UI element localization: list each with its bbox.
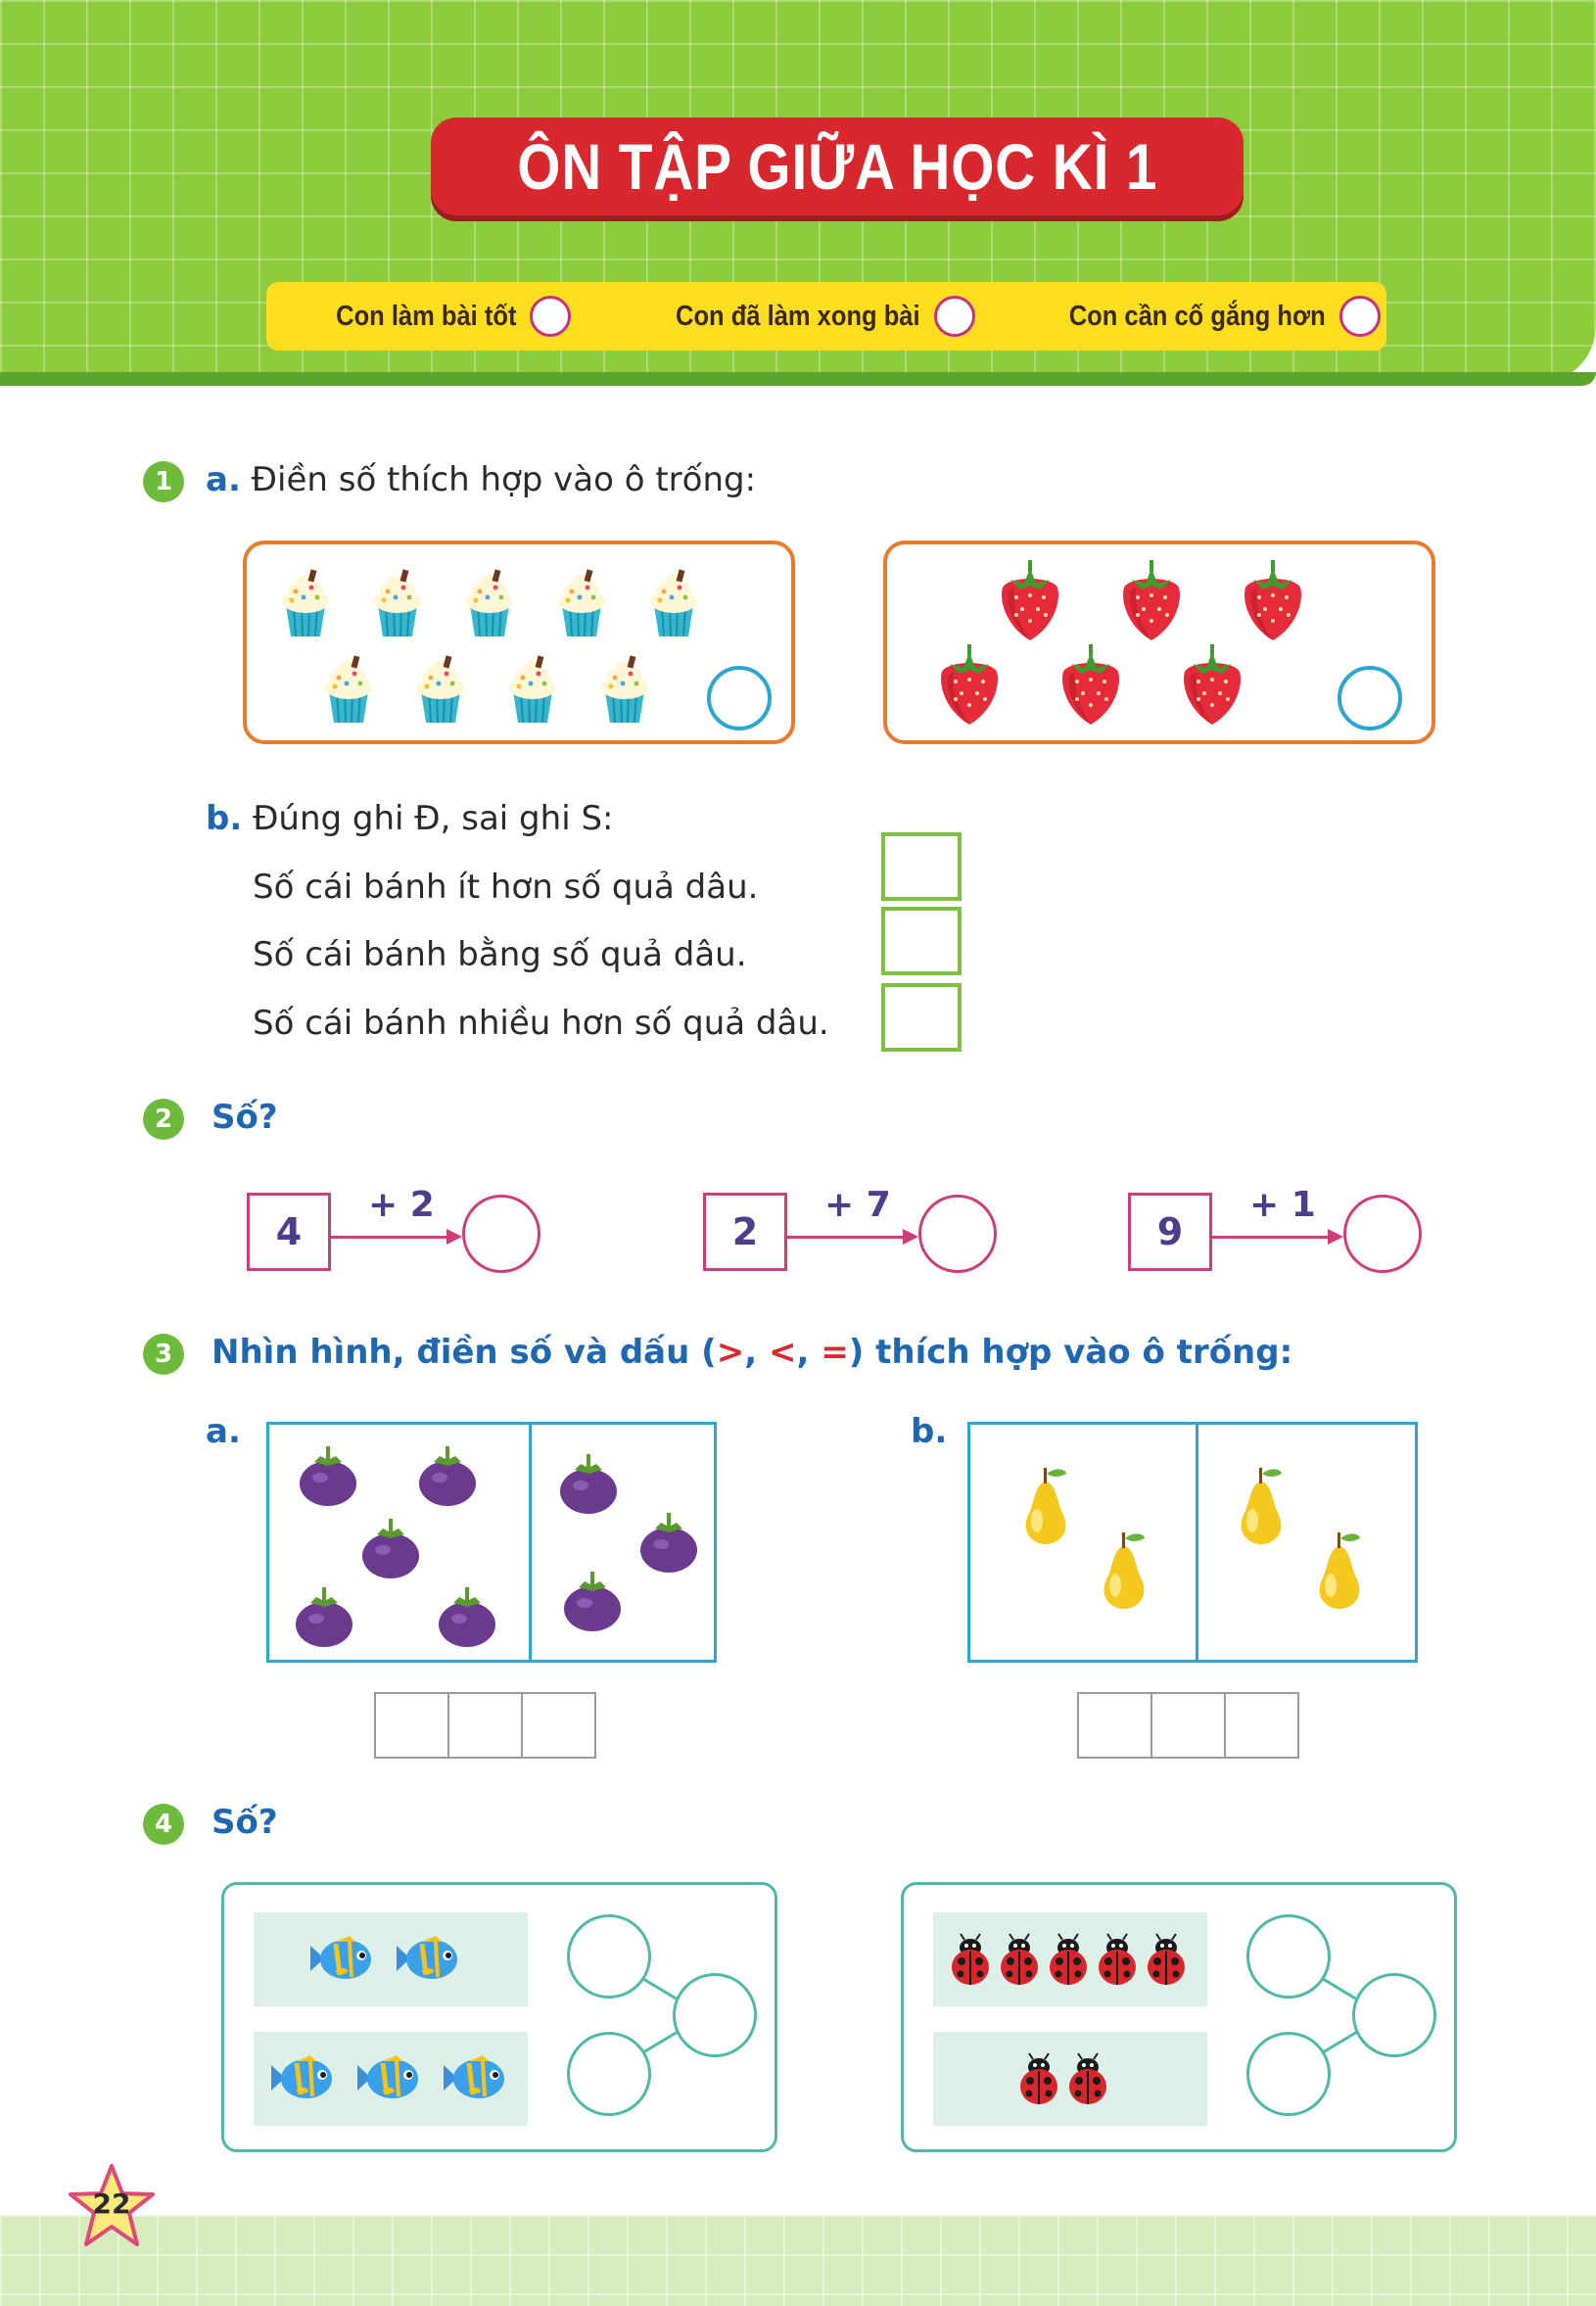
fish-strip-top bbox=[254, 1912, 528, 2006]
statement-2-answer-box[interactable] bbox=[881, 907, 962, 975]
statement-2: Số cái bánh bằng số quả dâu. bbox=[253, 935, 747, 974]
cupcake-icon bbox=[644, 568, 703, 638]
page-title: ÔN TẬP GIỮA HỌC KÌ 1 bbox=[516, 130, 1158, 203]
sign-equal: = bbox=[821, 1333, 849, 1372]
arrow-head-icon bbox=[1328, 1229, 1343, 1245]
cupcake-icon bbox=[552, 568, 611, 638]
ladybug-icon bbox=[998, 1932, 1041, 1987]
cupcake-icon bbox=[368, 568, 427, 638]
ladybug-icon bbox=[1047, 1932, 1090, 1987]
question-1a-prompt bbox=[206, 460, 756, 499]
cupcake-icon bbox=[411, 654, 470, 725]
strawberry-frame bbox=[883, 541, 1435, 744]
answer-slot[interactable] bbox=[521, 1692, 596, 1759]
compare-divider bbox=[1196, 1425, 1198, 1660]
q2-result-circle[interactable] bbox=[462, 1195, 540, 1273]
strawberry-count-answer[interactable] bbox=[1338, 666, 1402, 730]
q2-arrow bbox=[787, 1236, 907, 1239]
statement-1-answer-box[interactable] bbox=[881, 832, 962, 901]
ladybug-icon bbox=[1017, 2051, 1060, 2106]
answer-slot[interactable] bbox=[447, 1692, 523, 1759]
header-edge bbox=[0, 372, 1596, 386]
q2-result-circle[interactable] bbox=[1343, 1195, 1422, 1273]
statement-3: Số cái bánh nhiều hơn số quả dâu. bbox=[253, 1004, 829, 1043]
separator: , bbox=[744, 1333, 769, 1372]
pear-icon bbox=[1229, 1462, 1293, 1546]
fish-icon bbox=[353, 2051, 426, 2104]
rating-try-harder bbox=[1034, 282, 1381, 351]
ladybug-icon bbox=[1066, 2051, 1109, 2106]
pear-icon bbox=[1307, 1527, 1372, 1611]
q2-arrow bbox=[331, 1236, 450, 1239]
answer-slot[interactable] bbox=[1077, 1692, 1152, 1759]
rating-done bbox=[642, 282, 975, 351]
ladybug-icon bbox=[1096, 1932, 1139, 1987]
mangosteen-compare-box bbox=[266, 1422, 717, 1663]
compare-divider bbox=[529, 1425, 532, 1660]
cupcake-icon bbox=[319, 654, 378, 725]
bond-part-circle[interactable] bbox=[567, 2032, 651, 2116]
question-1b-label: b. bbox=[206, 799, 243, 838]
q2-operation: + 2 bbox=[368, 1185, 435, 1225]
mangosteen-icon bbox=[637, 1509, 700, 1574]
strawberry-icon bbox=[1116, 558, 1187, 642]
rating-try-harder-checkbox[interactable] bbox=[1339, 296, 1381, 337]
question-1b-prompt bbox=[206, 799, 613, 838]
cupcake-icon bbox=[276, 568, 335, 638]
question-3-number: 3 bbox=[143, 1334, 184, 1375]
bond-whole-circle[interactable] bbox=[673, 1973, 757, 2057]
question-1-number: 1 bbox=[143, 461, 184, 502]
bond-part-circle[interactable] bbox=[1246, 2032, 1331, 2116]
q2-arrow bbox=[1212, 1236, 1332, 1239]
answer-slot[interactable] bbox=[374, 1692, 449, 1759]
sign-greater: > bbox=[716, 1333, 745, 1372]
question-3a-label: a. bbox=[206, 1412, 241, 1451]
mangosteen-icon bbox=[561, 1568, 624, 1632]
strawberry-icon bbox=[995, 558, 1065, 642]
strawberry-icon bbox=[934, 642, 1005, 727]
question-3-text-after: ) thích hợp vào ô trống: bbox=[848, 1333, 1293, 1372]
cupcake-count-answer[interactable] bbox=[707, 666, 772, 730]
fish-icon bbox=[267, 2051, 340, 2104]
ladybug-number-bond-frame bbox=[901, 1882, 1457, 2152]
strawberry-icon bbox=[1238, 558, 1308, 642]
q2-start-number: 4 bbox=[247, 1193, 331, 1271]
q2-result-circle[interactable] bbox=[918, 1195, 997, 1273]
q2-start-number: 9 bbox=[1128, 1193, 1212, 1271]
rating-good bbox=[311, 282, 571, 351]
q2-operation: + 7 bbox=[824, 1185, 891, 1225]
bond-part-circle[interactable] bbox=[567, 1914, 651, 1999]
strawberry-icon bbox=[1177, 642, 1247, 727]
mangosteen-icon bbox=[557, 1450, 620, 1515]
cupcake-icon bbox=[460, 568, 519, 638]
question-3-prompt bbox=[211, 1333, 1292, 1372]
question-2-number: 2 bbox=[143, 1099, 184, 1140]
rating-good-checkbox[interactable] bbox=[530, 296, 571, 337]
cupcake-icon bbox=[503, 654, 562, 725]
answer-slot[interactable] bbox=[1224, 1692, 1299, 1759]
rating-good-label: Con làm bài tốt bbox=[336, 300, 517, 332]
statement-1: Số cái bánh ít hơn số quả dâu. bbox=[253, 868, 759, 907]
question-2-prompt: Số? bbox=[211, 1098, 278, 1137]
bond-whole-circle[interactable] bbox=[1352, 1973, 1436, 2057]
rating-try-harder-label: Con cần cố gắng hơn bbox=[1068, 300, 1326, 332]
fish-icon bbox=[306, 1932, 379, 1985]
fish-icon bbox=[393, 1932, 465, 1985]
fish-number-bond-frame bbox=[221, 1882, 777, 2152]
q2-operation: + 1 bbox=[1249, 1185, 1316, 1225]
bond-part-circle[interactable] bbox=[1246, 1914, 1331, 1999]
q3a-answer-slots bbox=[374, 1692, 596, 1759]
sign-less: < bbox=[768, 1333, 797, 1372]
pear-icon bbox=[1092, 1527, 1156, 1611]
pear-compare-box bbox=[967, 1422, 1418, 1663]
ladybug-strip-bottom bbox=[933, 2032, 1207, 2126]
strawberry-icon bbox=[1056, 642, 1126, 727]
question-4-prompt: Số? bbox=[211, 1803, 278, 1842]
mangosteen-icon bbox=[359, 1515, 422, 1579]
question-1b-text: Đúng ghi Đ, sai ghi S: bbox=[253, 799, 614, 838]
mangosteen-icon bbox=[297, 1442, 359, 1507]
mangosteen-icon bbox=[436, 1583, 498, 1648]
fish-strip-bottom bbox=[254, 2032, 528, 2126]
rating-done-label: Con đã làm xong bài bbox=[676, 300, 920, 332]
mangosteen-icon bbox=[416, 1442, 479, 1507]
q2-start-number: 2 bbox=[703, 1193, 787, 1271]
title-banner bbox=[431, 118, 1244, 215]
ladybug-icon bbox=[1145, 1932, 1188, 1987]
question-3-text-before: Nhìn hình, điền số và dấu ( bbox=[211, 1333, 717, 1372]
page-number: 22 bbox=[92, 2188, 131, 2220]
arrow-head-icon bbox=[903, 1229, 918, 1245]
separator: , bbox=[796, 1333, 821, 1372]
question-4-number: 4 bbox=[143, 1804, 184, 1845]
cupcake-icon bbox=[595, 654, 654, 725]
statement-3-answer-box[interactable] bbox=[881, 983, 962, 1052]
answer-slot[interactable] bbox=[1150, 1692, 1226, 1759]
cupcake-frame bbox=[243, 541, 795, 744]
ladybug-icon bbox=[949, 1932, 992, 1987]
fish-icon bbox=[440, 2051, 512, 2104]
question-1a-label: a. bbox=[206, 460, 241, 499]
question-1a-text: Điền số thích hợp vào ô trống: bbox=[251, 460, 757, 499]
rating-done-checkbox[interactable] bbox=[934, 296, 975, 337]
self-rating-bar bbox=[266, 282, 1386, 351]
ladybug-strip-top bbox=[933, 1912, 1207, 2006]
q3b-answer-slots bbox=[1077, 1692, 1299, 1759]
question-3b-label: b. bbox=[911, 1412, 948, 1451]
footer-band bbox=[0, 2215, 1596, 2306]
pear-icon bbox=[1013, 1462, 1078, 1546]
mangosteen-icon bbox=[293, 1583, 355, 1648]
arrow-head-icon bbox=[446, 1229, 462, 1245]
